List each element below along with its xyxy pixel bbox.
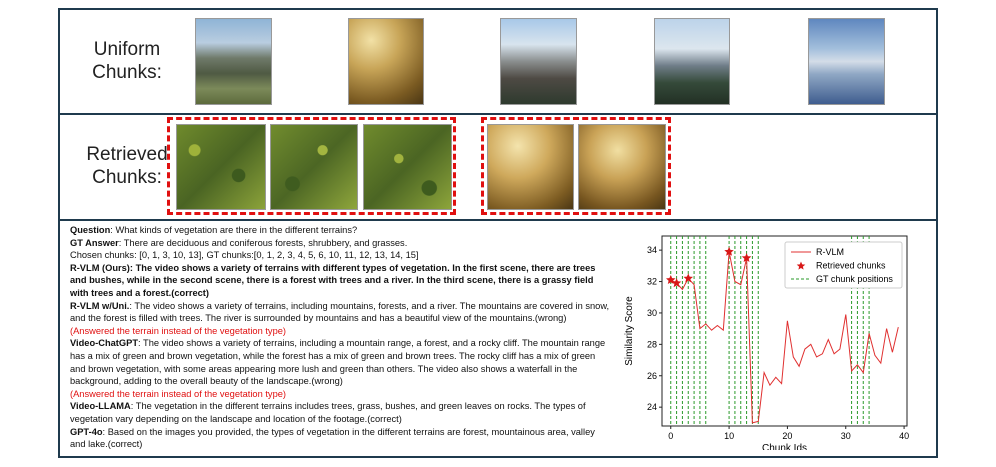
rvlm-uni-answer xyxy=(70,300,610,338)
legend-entry: Retrieved chunks xyxy=(816,260,886,271)
uniform-frame-mountain-cliff xyxy=(195,18,272,105)
question-line xyxy=(70,224,610,237)
retrieved-frame-fog-1 xyxy=(487,124,574,210)
rvlm-uni-label: R-VLM w/Uni. xyxy=(70,300,130,311)
uniform-frame-lake xyxy=(808,18,885,105)
retrieved-chunks-label xyxy=(74,143,180,189)
question-text: : What kinds of vegetation are there in the different terrains? xyxy=(110,225,358,235)
uniform-chunks-label xyxy=(74,38,180,84)
rvlm-text: The video shows a variety of terrains with different types of vegetation. In the first scene, there are trees and bushes, while in the second scene, there is a forest with trees and a river. In the third scene, there is a grassy field with trees and a forest.(correct) xyxy=(70,262,596,298)
retrieved-frame-fog-2 xyxy=(578,124,666,210)
similarity-chart xyxy=(620,228,925,450)
gt-answer-text: : There are deciduous and coniferous forests, shrubbery, and grasses. xyxy=(118,237,408,248)
chart-legend xyxy=(785,242,902,288)
llama-answer xyxy=(70,400,610,425)
llama-text: : The vegetation in the different terrains includes trees, grass, bushes, and green leaves on rocks. The types of vegetation vary depending on the landscape and location of the footage.(correct) xyxy=(70,401,586,424)
chosen-chunks-line: Chosen chunks: [0, 1, 3, 10, 13], GT chunks:[0, 1, 2, 3, 4, 5, 6, 10, 11, 12, 13, 14, 15] xyxy=(70,250,419,261)
legend-entry: R-VLM xyxy=(816,247,845,257)
rvlm-uni-text: : The video shows a variety of terrains, including mountains, forests, and a river. The mountains are covered in snow, and the forest is filled with trees. The river is surrounded by mountains and has a beautiful view of the mountains.(wrong) xyxy=(70,300,610,324)
qa-text-block xyxy=(70,224,610,451)
uniform-frame-valley xyxy=(654,18,730,105)
gt-answer-line xyxy=(70,237,610,250)
y-tick-label: 24 xyxy=(646,402,657,413)
rvlm-uni-note: (Answered the terrain instead of the vegetation type) xyxy=(70,325,287,336)
row-divider-2 xyxy=(58,219,938,221)
y-axis-label: Similarity Score xyxy=(624,296,635,366)
y-tick-label: 32 xyxy=(646,276,657,287)
rvlm-answer xyxy=(70,262,610,300)
retrieved-label-line1: Retrieved xyxy=(86,144,168,165)
chatgpt-answer xyxy=(70,337,610,387)
chatgpt-note: (Answered the terrain instead of the vegetation type) xyxy=(70,388,287,399)
gt-answer-label: GT Answer xyxy=(70,237,119,248)
y-tick-label: 28 xyxy=(646,339,657,350)
y-tick-label: 34 xyxy=(646,245,657,256)
y-tick-label: 26 xyxy=(646,370,657,381)
retrieved-label-line2: Chunks: xyxy=(92,167,162,188)
row-divider-1 xyxy=(58,113,938,115)
gpt4o-answer xyxy=(70,426,610,451)
x-tick-label: 30 xyxy=(840,431,851,441)
retrieved-frame-forest-2 xyxy=(270,124,358,210)
x-tick-label: 20 xyxy=(782,431,793,441)
gpt4o-text: : Based on the images you provided, the types of vegetation in the different terrains are forest, mountainous area, valley and lake.(correct) xyxy=(70,426,595,450)
chatgpt-label: Video-ChatGPT xyxy=(70,338,139,349)
x-tick-label: 10 xyxy=(724,431,735,441)
x-axis-label: Chunk Ids xyxy=(761,443,808,450)
retrieved-frame-forest-1 xyxy=(176,124,266,210)
x-tick-label: 0 xyxy=(668,431,674,441)
gpt4o-label: GPT-4o xyxy=(70,426,103,437)
uniform-label-line1: Uniform xyxy=(93,39,161,60)
rvlm-label: R-VLM (Ours): xyxy=(70,262,134,273)
uniform-frame-golden-fog xyxy=(348,18,424,105)
llama-label: Video-LLAMA xyxy=(70,401,131,412)
uniform-label-line2: Chunks: xyxy=(92,62,162,83)
chatgpt-text: : The video shows a variety of terrains, including a mountain range, a forest, and a rocky cliff. The mountain range has a mix of green and brown vegetation, while the forest has a mix of green and brown trees. The rocky cliff has a mix of green and brown vegetation, with some areas appearing more lush and green than others. The video also shows a waterfall in the background, adding to the overall beauty of the landscape.(wrong) xyxy=(70,338,606,387)
legend-entry: GT chunk positions xyxy=(816,274,893,284)
retrieved-chunk-markers xyxy=(666,247,751,288)
question-label: Question xyxy=(70,225,111,235)
uniform-frame-mountain-peaks xyxy=(500,18,577,105)
y-tick-label: 30 xyxy=(646,307,657,318)
retrieved-frame-forest-3 xyxy=(363,124,452,210)
x-tick-label: 40 xyxy=(899,431,910,441)
